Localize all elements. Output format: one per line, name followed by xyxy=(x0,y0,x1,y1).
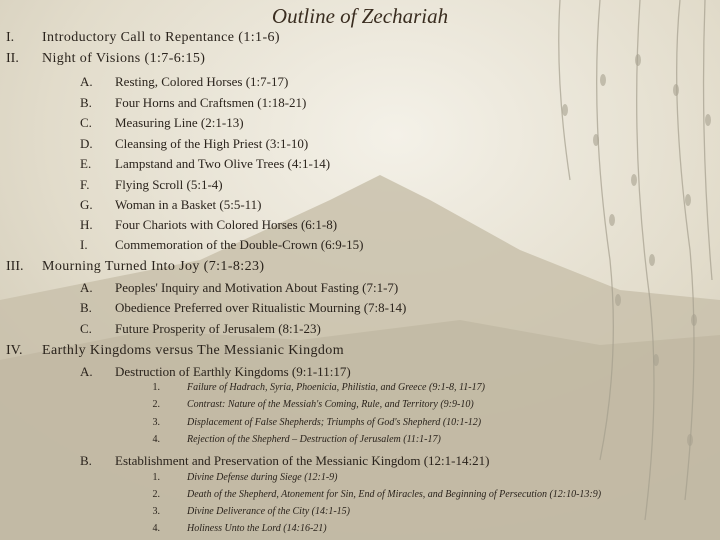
item-letter: E. xyxy=(80,156,92,171)
item-letter: A. xyxy=(80,280,93,295)
page-title: Outline of Zechariah xyxy=(271,4,449,28)
section-number: II. xyxy=(6,51,19,66)
outline-subitem: Divine Defense during Siege (12:1-9) xyxy=(187,472,338,483)
outline-subitem: Death of the Shepherd, Atonement for Sin, End of Miracles, and Beginning of Persecution (12:10-13:9) xyxy=(187,489,602,500)
outline-item: Peoples' Inquiry and Motivation About Fasting (7:1-7) xyxy=(115,280,399,295)
outline-item: Lampstand and Two Olive Trees (4:1-14) xyxy=(115,156,331,171)
outline-subitem: Rejection of the Shepherd – Destruction of Jerusalem (11:1-17) xyxy=(187,434,441,445)
section-heading: Earthly Kingdoms versus The Messianic Kingdom xyxy=(42,343,344,358)
section-number: I. xyxy=(6,30,15,45)
section-heading: Introductory Call to Repentance (1:1-6) xyxy=(42,30,280,45)
outline-item: Four Chariots with Colored Horses (6:1-8) xyxy=(115,217,338,232)
item-letter: A. xyxy=(80,364,93,379)
outline-item: Destruction of Earthly Kingdoms (9:1-11:17) xyxy=(115,364,351,379)
outline-item: Woman in a Basket (5:5-11) xyxy=(115,197,262,212)
subitem-number: 1. xyxy=(152,472,160,483)
section-number: III. xyxy=(6,259,24,274)
item-letter: A. xyxy=(80,74,93,89)
section-heading: Mourning Turned Into Joy (7:1-8:23) xyxy=(42,259,265,274)
item-letter: B. xyxy=(80,95,92,110)
item-letter: F. xyxy=(80,177,90,192)
outline-item: Measuring Line (2:1-13) xyxy=(115,115,244,130)
subitem-number: 3. xyxy=(152,417,160,428)
outline-subitem: Contrast: Nature of the Messiah's Coming, Rule, and Territory (9:9-10) xyxy=(187,399,474,410)
subitem-number: 1. xyxy=(152,382,160,393)
subitem-number: 4. xyxy=(152,523,160,534)
outline-item: Cleansing of the High Priest (3:1-10) xyxy=(115,136,309,151)
outline-item: Future Prosperity of Jerusalem (8:1-23) xyxy=(115,321,321,336)
item-letter: D. xyxy=(80,136,93,151)
outline-item: Commemoration of the Double-Crown (6:9-15) xyxy=(115,237,364,252)
item-letter: C. xyxy=(80,115,92,130)
outline-item: Flying Scroll (5:1-4) xyxy=(115,177,223,192)
subitem-number: 3. xyxy=(152,506,160,517)
outline-subitem: Divine Deliverance of the City (14:1-15) xyxy=(187,506,350,517)
outline-subitem: Failure of Hadrach, Syria, Phoenicia, Philistia, and Greece (9:1-8, 11-17) xyxy=(187,382,485,393)
item-letter: C. xyxy=(80,321,92,336)
item-letter: H. xyxy=(80,217,93,232)
outline-item: Four Horns and Craftsmen (1:18-21) xyxy=(115,95,307,110)
item-letter: I. xyxy=(80,237,88,252)
outline-item: Establishment and Preservation of the Messianic Kingdom (12:1-14:21) xyxy=(115,453,490,468)
item-letter: G. xyxy=(80,197,93,212)
outline-subitem: Displacement of False Shepherds; Triumphs of God's Shepherd (10:1-12) xyxy=(187,417,482,428)
subitem-number: 2. xyxy=(152,399,160,410)
outline-item: Obedience Preferred over Ritualistic Mourning (7:8-14) xyxy=(115,300,407,315)
item-letter: B. xyxy=(80,300,92,315)
outline-item: Resting, Colored Horses (1:7-17) xyxy=(115,74,289,89)
section-number: IV. xyxy=(6,343,23,358)
item-letter: B. xyxy=(80,453,92,468)
subitem-number: 2. xyxy=(152,489,160,500)
subitem-number: 4. xyxy=(152,434,160,445)
outline-subitem: Holiness Unto the Lord (14:16-21) xyxy=(187,523,327,534)
section-heading: Night of Visions (1:7-6:15) xyxy=(42,51,206,66)
